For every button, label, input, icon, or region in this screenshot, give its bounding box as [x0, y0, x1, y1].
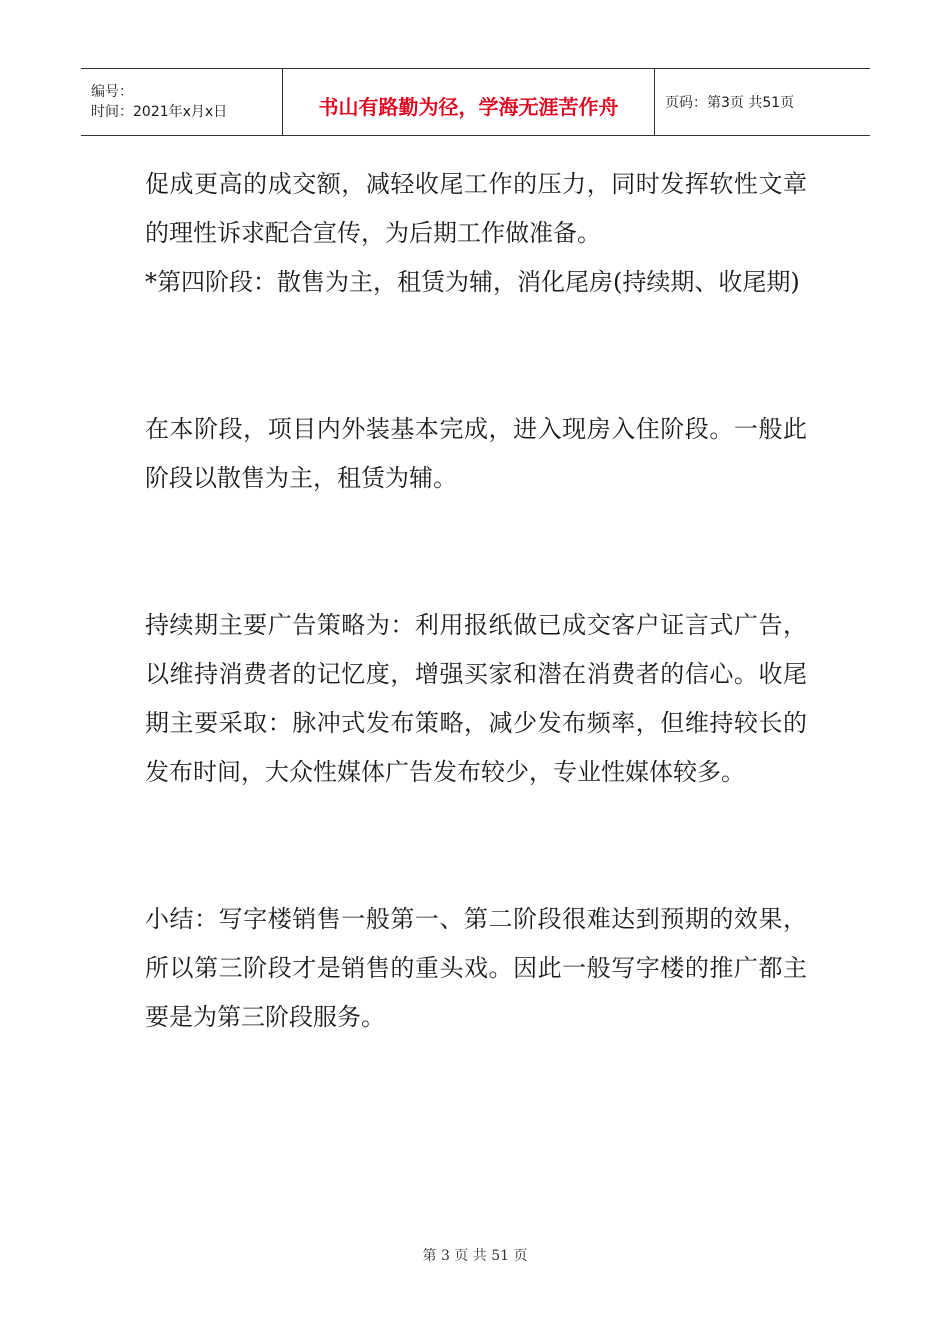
footer-page-number: 第 3 页 共 51 页	[422, 1248, 528, 1264]
document-body	[145, 160, 807, 1042]
page-info-text: 页码：第3页 共51页	[665, 95, 795, 111]
header-motto	[283, 69, 655, 135]
page-header	[81, 68, 870, 136]
page-footer	[0, 1245, 950, 1265]
paragraph-1: 促成更高的成交额，减轻收尾工作的压力，同时发挥软性文章的理性诉求配合宣传，为后期工作做准备。	[145, 170, 807, 247]
header-meta	[81, 69, 283, 135]
spacer	[145, 797, 807, 895]
document-number-label: 编号：	[91, 84, 133, 100]
header-page-info	[655, 69, 870, 135]
spacer	[145, 503, 807, 601]
paragraph-3: 在本阶段，项目内外装基本完成，进入现房入住阶段。一般此阶段以散售为主，租赁为辅。	[145, 415, 807, 492]
motto-text: 书山有路勤为径，学海无涯苦作舟	[318, 94, 619, 119]
paragraph-5: 小结：写字楼销售一般第一、第二阶段很难达到预期的效果，所以第三阶段才是销售的重头戏。因此一般写字楼的推广都主要是为第三阶段服务。	[145, 905, 807, 1031]
paragraph-4: 持续期主要广告策略为：利用报纸做已成交客户证言式广告，以维持消费者的记忆度，增强买家和潜在消费者的信心。收尾期主要采取：脉冲式发布策略，减少发布频率，但维持较长的发布时间，大众性媒体广告发布较少，专业性媒体较多。	[145, 611, 807, 786]
document-date: 时间：2021年x月x日	[91, 104, 228, 120]
paragraph-2: *第四阶段：散售为主，租赁为辅，消化尾房(持续期、收尾期)	[145, 268, 800, 296]
spacer	[145, 307, 807, 405]
